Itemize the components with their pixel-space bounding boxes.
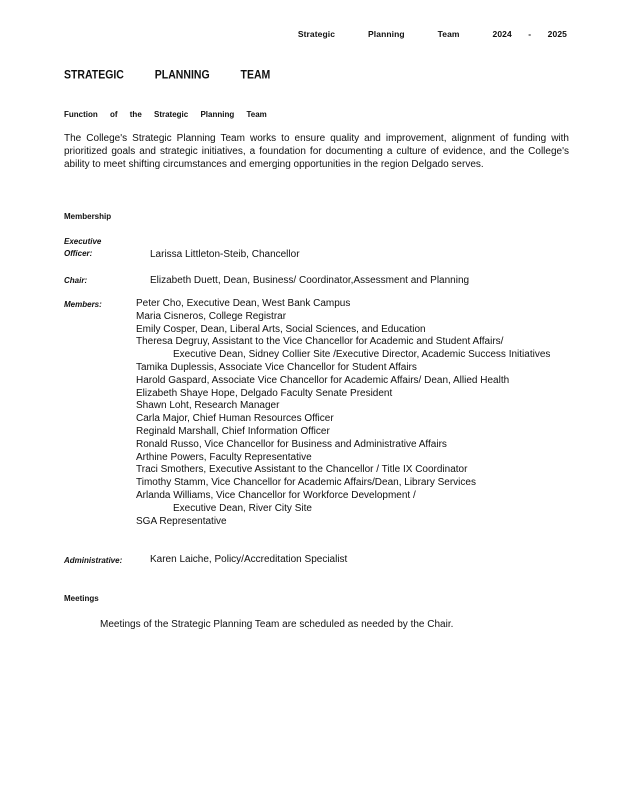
executive-officer-value: Larissa Littleton-Steib, Chancellor	[150, 249, 300, 260]
executive-officer-label	[64, 236, 101, 260]
administrative-label: Administrative:	[64, 556, 123, 565]
membership-heading: Membership	[64, 212, 112, 221]
member-item: Tamika Duplessis, Associate Vice Chancellor for Student Affairs	[136, 361, 417, 373]
member-item: Timothy Stamm, Vice Chancellor for Academic Affairs/Dean, Library Services	[136, 477, 476, 489]
meetings-heading: Meetings	[64, 594, 99, 603]
member-item: Elizabeth Shaye Hope, Delgado Faculty Senate President	[136, 387, 393, 399]
chair-value: Elizabeth Duett, Dean, Business/ Coordinator,Assessment and Planning	[150, 275, 470, 286]
members-list	[136, 298, 566, 528]
member-item-continuation: Executive Dean, River City Site	[173, 502, 312, 514]
meetings-text: Meetings of the Strategic Planning Team are scheduled as needed by the Chair.	[100, 619, 454, 630]
member-item: Traci Smothers, Executive Assistant to the Chancellor / Title IX Coordinator	[136, 464, 468, 476]
administrative-value: Karen Laiche, Policy/Accreditation Specialist	[150, 554, 348, 565]
member-item: Ronald Russo, Vice Chancellor for Business and Administrative Affairs	[136, 438, 447, 450]
member-item: SGA Representative	[136, 515, 227, 527]
member-item: Harold Gaspard, Associate Vice Chancellor for Academic Affairs/ Dean, Allied Health	[136, 374, 510, 386]
members-label: Members:	[64, 300, 102, 309]
member-item: Shawn Loht, Research Manager	[136, 400, 280, 412]
member-item: Theresa Degruy, Assistant to the Vice Chancellor for Academic and Student Affairs/	[136, 336, 504, 348]
member-item-continuation: Executive Dean, Sidney Collier Site /Executive Director, Academic Success Initiatives	[173, 349, 551, 361]
chair-label: Chair:	[64, 276, 88, 285]
member-item: Emily Cosper, Dean, Liberal Arts, Social Sciences, and Education	[136, 323, 426, 335]
page-title: STRATEGIC PLANNING TEAM	[64, 68, 271, 82]
member-item: Arthine Powers, Faculty Representative	[136, 451, 312, 463]
executive-officer-label-line1: Executive	[64, 237, 102, 246]
member-item: Peter Cho, Executive Dean, West Bank Campus	[136, 298, 351, 309]
function-heading: Function of the Strategic Planning Team	[64, 110, 267, 119]
member-item: Maria Cisneros, College Registrar	[136, 310, 287, 322]
page-header: Strategic Planning Team 2024 - 2025	[297, 29, 567, 39]
member-item: Reginald Marshall, Chief Information Officer	[136, 425, 330, 437]
member-item: Arlanda Williams, Vice Chancellor for Workforce Development /	[136, 489, 416, 501]
function-text: The College's Strategic Planning Team works to ensure quality and improvement, alignment of funding with prioritized goals and strategic initiatives, a foundation for documenting a culture of evidence, and the College's ability to meet shifting circumstances and emerging opportunities in the region Delgado serves.	[64, 133, 569, 170]
executive-officer-label-line2: Officer:	[64, 249, 93, 258]
member-item: Carla Major, Chief Human Resources Officer	[136, 413, 334, 425]
